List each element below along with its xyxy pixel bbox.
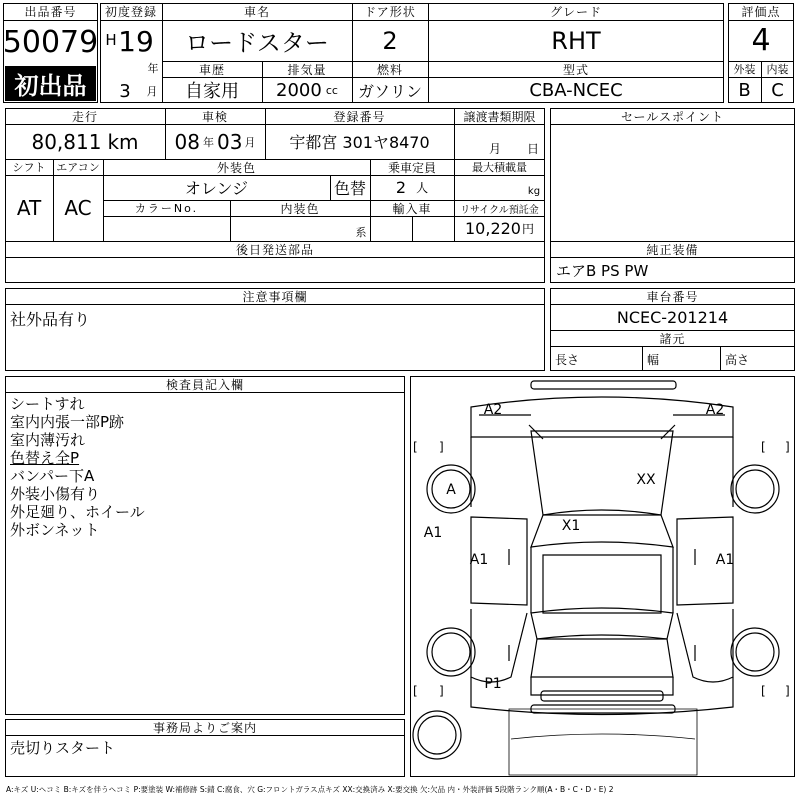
shift-label: シフト [12,161,46,174]
grade: RHT [551,26,601,55]
color-label: 外装色 [216,160,256,175]
month-unit: 月 [146,85,158,98]
equipment-label: 純正装備 [646,242,699,257]
damage-mark: A1 [423,525,443,541]
year-unit: 年 [147,62,159,75]
car-diagram [410,376,795,777]
insp-month: 03 [217,129,243,154]
model-code: CBA-NCEC [529,79,623,101]
transfer-month: 月 [488,141,501,156]
cc-unit: cc [325,83,338,97]
era: H [105,31,117,49]
damage-mark: A1 [469,552,489,568]
width-label: 幅 [647,352,660,367]
recolor: 色替 [333,179,366,198]
damage-mark: X1 [561,518,581,534]
history-label: 車歴 [198,62,225,77]
lot-label: 出品番号 [24,5,77,19]
svg-text:]: ] [785,684,790,698]
svg-text:[: [ [413,440,418,454]
legend: A:キズ U:ヘコミ B:キズを伴うヘコミ P:要塗装 W:補修跡 S:錆 C:腐食、穴 G:フロントガラス点キズ XX:交換済み X:要交換 欠:欠品 内・外装評価 5段階ランク順(A・B・C・D・E) 2 [6,784,614,794]
interior-label: 内装 [766,63,789,76]
inspector-line: 外足廻り、ホイール [10,503,145,521]
ac: AC [64,196,92,220]
plate: 宇都宮 301ヤ8470 [289,133,430,152]
plate-label: 登録番号 [333,109,386,124]
ac-label: エアコン [56,161,100,174]
score-label: 評価点 [741,5,781,19]
svg-text:]: ] [439,440,444,454]
inspection-label: 車検 [201,109,228,124]
transfer-label: 譲渡書類期限 [463,109,536,124]
fuel: ガソリン [357,81,422,101]
shift: AT [16,196,42,220]
svg-text:[: [ [761,684,766,698]
svg-text:]: ] [785,440,790,454]
capacity-unit: 人 [416,181,429,195]
recycle-label: リサイクル預託金 [460,204,539,216]
model-label: 型式 [562,62,589,77]
reg-year: 19 [118,24,154,58]
chassis-label: 車台番号 [646,289,699,304]
car-name: ロードスター [185,29,329,57]
insp-month-unit: 月 [244,135,256,149]
km-unit: km [107,129,139,154]
equipment: エアB PS PW [556,261,649,280]
score: 4 [751,23,771,58]
displacement-label: 排気量 [287,62,327,77]
load-label: 最大積載量 [472,161,527,174]
history: 自家用 [185,81,239,102]
damage-mark: P1 [484,676,502,692]
lot-number: 50079 [2,24,99,60]
svg-text:[: [ [761,440,766,454]
inspector-label: 検査員記入欄 [165,377,244,392]
inspector-line: 色替え全P [10,449,80,467]
displacement: 2000 [276,79,322,101]
interior-color-unit: 系 [355,225,367,239]
mileage: 80,811 [31,129,102,154]
inspector-line: 室内薄汚れ [10,431,86,449]
door-label: ドア形状 [364,5,416,19]
damage-mark: XX [636,472,656,488]
damage-mark: A2 [705,402,725,418]
load-unit: kg [527,185,541,197]
specs-label: 諸元 [659,331,686,346]
damage-mark: A2 [483,402,503,418]
capacity: 2 [395,178,407,197]
recycle: 10,220 [465,219,521,238]
chassis: NCEC-201214 [616,307,729,327]
notes: 社外品有り [10,309,91,329]
mileage-label: 走行 [71,109,98,124]
inspector-line: 室内内張一部P跡 [10,413,125,431]
fuel-label: 燃料 [376,62,403,77]
height-label: 高さ [725,352,750,367]
inspector-line: バンパー下A [10,467,95,485]
sales-label: セールスポイント [621,109,724,124]
colorno-label: カラーNo. [134,202,199,215]
recycle-unit: 円 [521,222,534,236]
office-label: 事務局よりご案内 [152,720,257,735]
inspector-line: シートすれ [10,395,85,413]
exterior-label: 外装 [733,63,756,76]
interior-grade: C [771,79,784,101]
inspector-lines [10,395,400,539]
insp-year: 08 [174,129,200,154]
import-label: 輸入車 [392,201,432,216]
exterior-grade: B [738,79,751,101]
transfer-day: 日 [526,141,539,156]
grade-label: グレード [549,5,602,19]
damage-mark: A [446,482,456,498]
length-label: 長さ [555,352,580,367]
inspector-line: 外装小傷有り [10,485,101,503]
inspector-line: 外ボンネット [10,521,100,539]
office-text: 売切りスタート [10,738,116,757]
interior-color-label: 内装色 [280,201,320,216]
doors: 2 [382,26,398,55]
insp-year-unit: 年 [203,135,214,149]
car-name-label: 車名 [243,5,270,19]
damage-mark: A1 [715,552,735,568]
first-reg-label: 初度登録 [104,5,157,19]
first-listing-badge: 初出品 [5,66,96,101]
later-parts-label: 後日発送部品 [235,242,314,257]
notes-label: 注意事項欄 [242,289,308,304]
reg-month: 3 [119,80,131,102]
capacity-label: 乗車定員 [387,160,436,175]
svg-text:[: [ [413,684,418,698]
color: オレンジ [184,179,249,198]
svg-text:]: ] [439,684,444,698]
